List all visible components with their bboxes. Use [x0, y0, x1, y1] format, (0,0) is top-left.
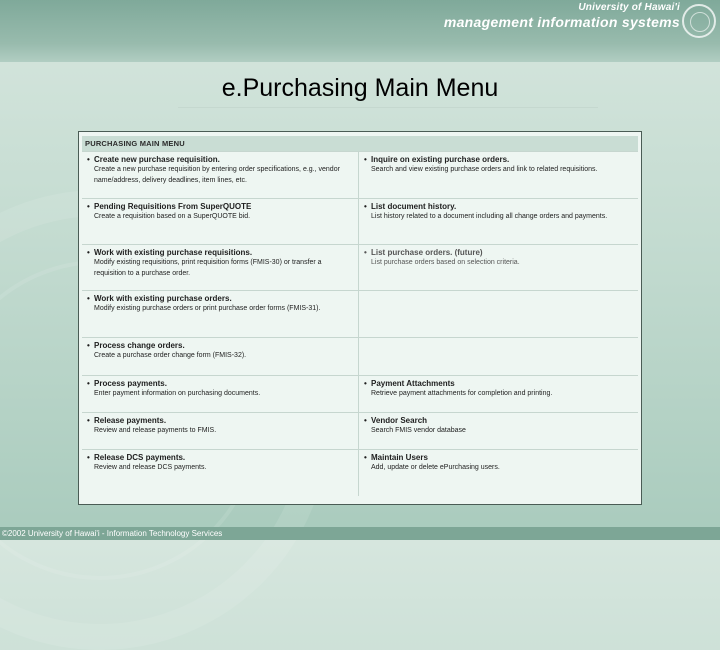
menu-item-link[interactable]: [87, 294, 354, 303]
menu-item-title: Work with existing purchase requisitions.: [94, 248, 253, 257]
menu-row: [82, 244, 638, 290]
brand-logo: [444, 2, 680, 30]
menu-cell-left: [82, 450, 359, 496]
brand-line-2: management information systems: [443, 14, 680, 30]
menu-item-link[interactable]: [364, 379, 634, 388]
title-divider: [178, 107, 598, 108]
bullet-icon: •: [87, 341, 90, 350]
menu-item-link[interactable]: [87, 248, 354, 257]
menu-item-title: Process change orders.: [94, 341, 185, 350]
footer: ©2002 University of Hawai'i - Information Technology Services: [0, 527, 720, 540]
bullet-icon: •: [364, 155, 367, 164]
menu-item-link[interactable]: [364, 155, 634, 164]
menu-item-title: Inquire on existing purchase orders.: [371, 155, 510, 164]
bullet-icon: •: [87, 155, 90, 164]
bullet-icon: •: [87, 248, 90, 257]
menu-item-link[interactable]: [364, 453, 634, 462]
menu-cell-right: [359, 291, 638, 337]
bullet-icon: •: [87, 416, 90, 425]
menu-row: [82, 151, 638, 198]
menu-cell-left: [82, 152, 359, 198]
menu-cell-right: [359, 152, 638, 198]
menu-item-title: Process payments.: [94, 379, 167, 388]
menu-item-link[interactable]: [87, 202, 354, 211]
menu-item-link[interactable]: [364, 248, 634, 257]
menu-item-title: Work with existing purchase orders.: [94, 294, 232, 303]
menu-cell-left: [82, 199, 359, 244]
bullet-icon: •: [87, 202, 90, 211]
menu-row: [82, 337, 638, 375]
menu-cell-left: [82, 245, 359, 290]
bullet-icon: •: [364, 202, 367, 211]
menu-cell-right: [359, 413, 638, 449]
menu-row: [82, 412, 638, 449]
menu-item-title: Maintain Users: [371, 453, 428, 462]
menu-cell-right: [359, 338, 638, 375]
bullet-icon: •: [87, 294, 90, 303]
menu-cell-right: [359, 450, 638, 496]
menu-row: [82, 449, 638, 496]
menu-item-description: Review and release DCS payments.: [94, 464, 207, 471]
menu-item-description: List history related to a document including all change orders and payments.: [371, 213, 608, 220]
menu-item-title: Release payments.: [94, 416, 167, 425]
bullet-icon: •: [364, 416, 367, 425]
brand-line-1: University of Hawai'i: [578, 2, 680, 13]
menu-item-description: Modify existing requisitions, print requisition forms (FMIS-30) or transfer a requisition to a purchase order.: [94, 259, 322, 277]
bullet-icon: •: [87, 379, 90, 388]
menu-item-link[interactable]: [87, 341, 354, 350]
menu-item-title: List purchase orders. (future): [371, 248, 483, 257]
menu-cell-right: [359, 376, 638, 412]
menu-item-link[interactable]: [364, 202, 634, 211]
menu-item-link[interactable]: [87, 416, 354, 425]
menu-grid: [82, 151, 638, 496]
menu-item-description: Enter payment information on purchasing documents.: [94, 390, 261, 397]
menu-cell-left: [82, 413, 359, 449]
panel-header: PURCHASING MAIN MENU: [82, 136, 638, 151]
menu-item-description: Search FMIS vendor database: [371, 427, 466, 434]
menu-item-title: Create new purchase requisition.: [94, 155, 220, 164]
menu-item-description: Create a new purchase requisition by entering order specifications, e.g., vendor name/address, delivery deadlines, item lines, etc.: [94, 166, 340, 184]
bullet-icon: •: [364, 453, 367, 462]
menu-item-link[interactable]: [87, 453, 354, 462]
menu-cell-right: [359, 245, 638, 290]
menu-item-description: Create a purchase order change form (FMIS-32).: [94, 352, 247, 359]
bullet-icon: •: [364, 379, 367, 388]
menu-cell-right: [359, 199, 638, 244]
menu-item-description: Review and release payments to FMIS.: [94, 427, 217, 434]
menu-item-description: Search and view existing purchase orders and link to related requisitions.: [371, 166, 598, 173]
menu-item-title: Vendor Search: [371, 416, 428, 425]
menu-item-link[interactable]: [87, 379, 354, 388]
menu-item-description: Add, update or delete ePurchasing users.: [371, 464, 500, 471]
menu-row: [82, 290, 638, 337]
menu-item-description: Retrieve payment attachments for completion and printing.: [371, 390, 553, 397]
menu-item-title: Release DCS payments.: [94, 453, 186, 462]
bullet-icon: •: [87, 453, 90, 462]
menu-item-title: List document history.: [371, 202, 457, 211]
menu-item-description: Create a requisition based on a SuperQUOTE bid.: [94, 213, 251, 220]
bullet-icon: •: [364, 248, 367, 257]
seal-icon: [682, 4, 716, 38]
menu-item-link[interactable]: [87, 155, 354, 164]
menu-cell-left: [82, 338, 359, 375]
menu-item-description: Modify existing purchase orders or print purchase order forms (FMIS-31).: [94, 305, 321, 312]
menu-item-title: Payment Attachments: [371, 379, 455, 388]
menu-item-link[interactable]: [364, 416, 634, 425]
menu-item-title: Pending Requisitions From SuperQUOTE: [94, 202, 252, 211]
menu-cell-left: [82, 376, 359, 412]
menu-item-description: List purchase orders based on selection criteria.: [371, 259, 520, 266]
menu-row: [82, 198, 638, 244]
menu-row: [82, 375, 638, 412]
menu-cell-left: [82, 291, 359, 337]
page-title: e.Purchasing Main Menu: [221, 74, 499, 102]
